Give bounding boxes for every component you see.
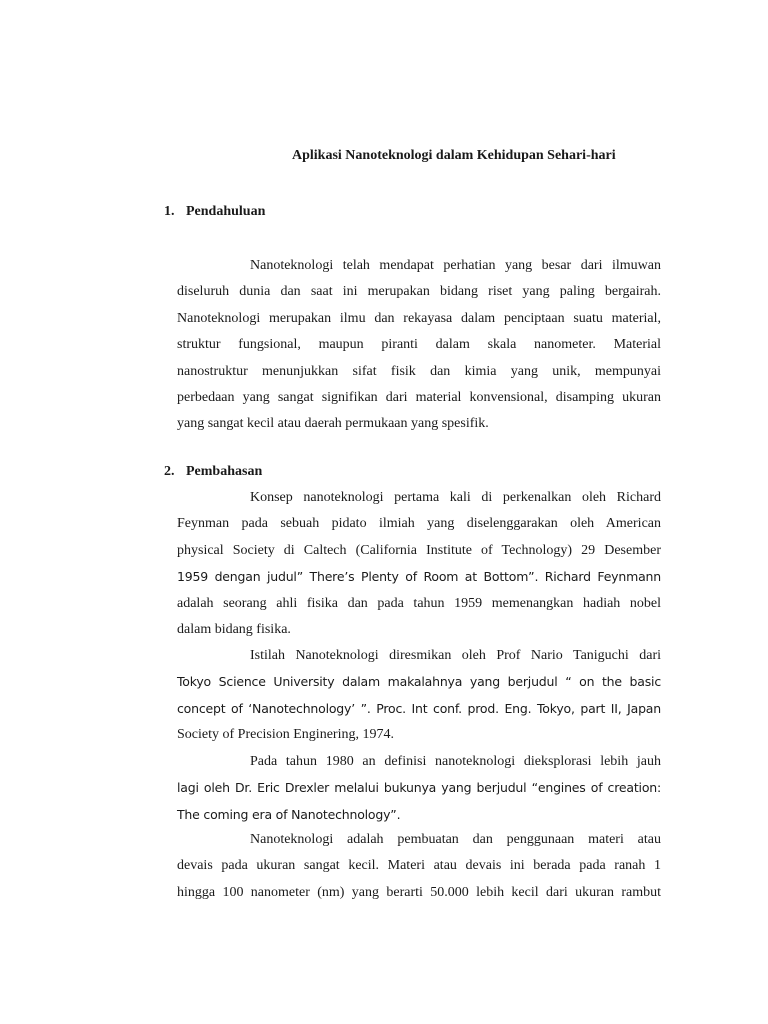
paragraph-line: Pada tahun 1980 an definisi nanoteknologi dieksplorasi lebih jauh <box>250 754 661 769</box>
paragraph-line: perbedaan yang sangat signifikan dari material konvensional, disamping ukuran <box>177 389 661 405</box>
document-title: Aplikasi Nanoteknologi dalam Kehidupan Sehari-hari <box>292 148 616 163</box>
paragraph-line: Society of Precision Enginering, 1974. <box>177 727 394 743</box>
section-heading-pendahuluan <box>164 204 265 220</box>
section-number: 1. <box>164 204 175 219</box>
paragraph-line: yang sangat kecil atau daerah permukaan yang spesifik. <box>177 416 489 432</box>
paragraph-line: Istilah Nanoteknologi diresmikan oleh Prof Nario Taniguchi dari <box>250 648 661 663</box>
paragraph-line: lagi oleh Dr. Eric Drexler melalui bukunya yang berjudul “engines of creation: <box>177 780 661 796</box>
section-heading-pembahasan <box>164 464 262 480</box>
section-title: Pembahasan <box>186 464 263 479</box>
paragraph-line: hingga 100 nanometer (nm) yang berarti 50.000 lebih kecil dari ukuran rambut <box>177 884 661 900</box>
paragraph <box>177 253 661 438</box>
paragraph-line: concept of ‘Nanotechnology’ ”. Proc. Int conf. prod. Eng. Tokyo, part II, Japan <box>177 700 661 716</box>
paragraph-line: Tokyo Science University dalam makalahnya yang berjudul “ on the basic <box>177 674 661 690</box>
paragraph-line: Nanoteknologi telah mendapat perhatian yang besar dari ilmuwan <box>250 258 661 273</box>
paragraph <box>177 749 661 828</box>
section-number: 2. <box>164 464 175 479</box>
paragraph-line: adalah seorang ahli fisika dan pada tahun 1959 memenangkan hadiah nobel <box>177 595 661 611</box>
paragraph-line: diseluruh dunia dan saat ini merupakan bidang riset yang paling bergairah. <box>177 284 661 300</box>
paragraph-line: Konsep nanoteknologi pertama kali di perkenalkan oleh Richard <box>250 490 661 505</box>
paragraph-line: Nanoteknologi adalah pembuatan dan penggunaan materi atau <box>250 832 661 847</box>
paragraph <box>177 485 661 643</box>
paragraph-line: The coming era of Nanotechnology”. <box>177 806 401 822</box>
paragraph-line: dalam bidang fisika. <box>177 621 291 637</box>
section-title: Pendahuluan <box>186 204 266 219</box>
paragraph-line: physical Society di Caltech (California Institute of Technology) 29 Desember <box>177 542 661 558</box>
paragraph-line: 1959 dengan judul” There’s Plenty of Room at Bottom”. Richard Feynmann <box>177 569 661 585</box>
paragraph <box>177 643 661 749</box>
paragraph-line: struktur fungsional, maupun piranti dalam skala nanometer. Material <box>177 337 661 353</box>
paragraph-line: devais pada ukuran sangat kecil. Materi atau devais ini berada pada ranah 1 <box>177 858 661 874</box>
paragraph <box>177 827 661 906</box>
paragraph-line: Feynman pada sebuah pidato ilmiah yang diselenggarakan oleh American <box>177 516 661 532</box>
paragraph-line: Nanoteknologi merupakan ilmu dan rekayasa dalam penciptaan suatu material, <box>177 310 661 326</box>
paragraph-line: nanostruktur menunjukkan sifat fisik dan kimia yang unik, mempunyai <box>177 363 661 379</box>
